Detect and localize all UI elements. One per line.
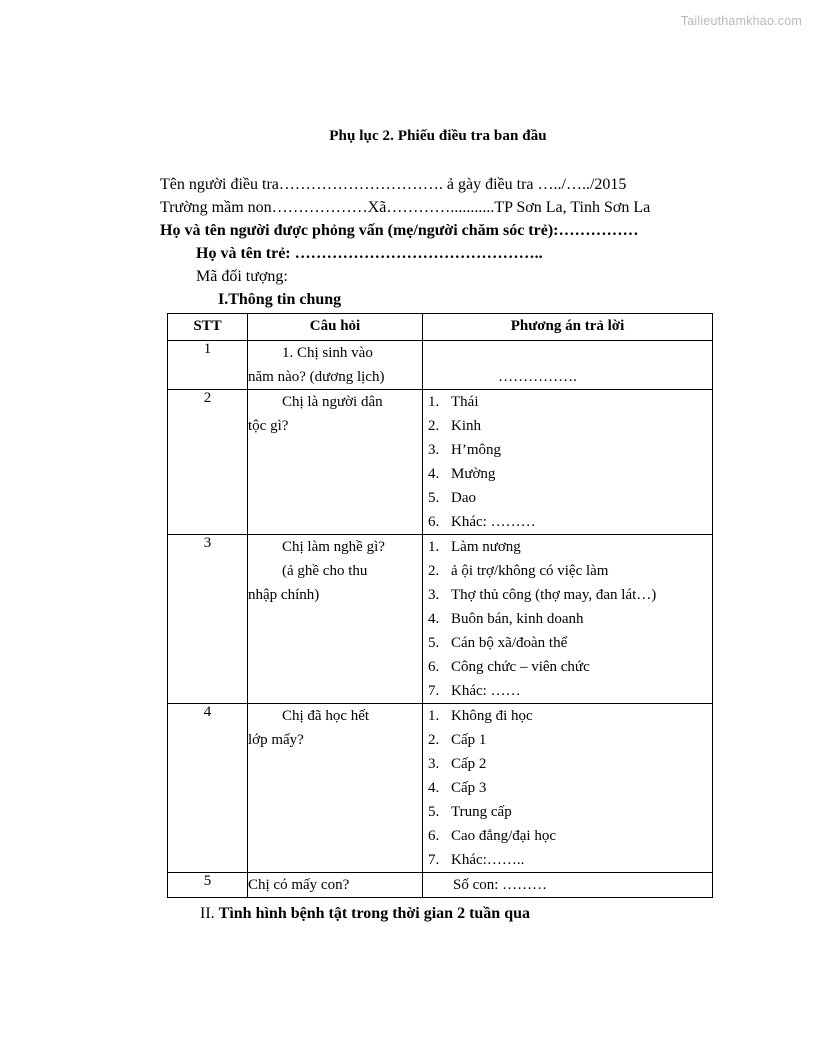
row-number: 1 [168, 341, 248, 390]
answer-option[interactable]: 6. Cao đẳng/đại học [443, 824, 712, 848]
answer-cell [423, 535, 713, 704]
respondent-field-line: Họ và tên người được phỏng vấn (mẹ/người chăm sóc trẻ):…………… [160, 222, 639, 239]
answer-option[interactable]: 6. Khác: ……… [443, 510, 712, 534]
answer-cell [423, 390, 713, 535]
answer-option[interactable]: 2. ả ội trợ/không có việc làm [443, 559, 712, 583]
question-line-3: nhập chính) [248, 587, 320, 603]
section-heading-2 [160, 902, 716, 925]
question-line-2: lớp mấy? [248, 732, 304, 748]
watermark-text: Tailieuthamkhao.com [680, 14, 802, 28]
answer-option[interactable]: 4. Cấp 3 [443, 776, 712, 800]
answer-cell [423, 341, 713, 390]
answer-cell [423, 704, 713, 873]
table-row [168, 341, 713, 390]
answer-option[interactable]: 4. Buôn bán, kinh doanh [443, 607, 712, 631]
question-line-1: Chị làm nghề gì? [282, 539, 385, 555]
survey-table [167, 313, 713, 898]
answer-option[interactable]: 5. Trung cấp [443, 800, 712, 824]
answer-option-list [423, 704, 712, 872]
table-row [168, 704, 713, 873]
document-title: Phụ lục 2. Phiếu điều tra ban đầu [329, 128, 547, 144]
subject-code-field-line: Mã đối tượng: [196, 268, 288, 285]
column-header-answer: Phương án trả lời [423, 314, 713, 341]
answer-blank: ……………. [498, 369, 577, 385]
answer-option[interactable]: 5. Cán bộ xã/đoàn thể [443, 631, 712, 655]
answer-option[interactable]: 2. Cấp 1 [443, 728, 712, 752]
table-row [168, 873, 713, 898]
row-number: 3 [168, 535, 248, 704]
interviewer-field-line: Tên người điều tra…………………………. ả gày điều tra …../…../2015 [160, 176, 627, 193]
table-row [168, 390, 713, 535]
answer-option[interactable]: 3. Cấp 2 [443, 752, 712, 776]
answer-option[interactable]: 7. Khác: …… [443, 679, 712, 703]
answer-option[interactable]: 1. Làm nương [443, 535, 712, 559]
answer-option[interactable]: 3. Thợ thủ công (thợ may, đan lát…) [443, 583, 712, 607]
question-cell [248, 873, 423, 898]
section-heading-1: I.Thông tin chung [218, 291, 342, 308]
child-name-field-line: Họ và tên trẻ: ……………………………………….. [196, 245, 543, 262]
row-number: 5 [168, 873, 248, 898]
answer-option[interactable]: 4. Mường [443, 462, 712, 486]
table-header-row [168, 314, 713, 341]
question-cell [248, 341, 423, 390]
question-cell [248, 535, 423, 704]
question-line-2: tộc gì? [248, 418, 289, 434]
question-cell [248, 704, 423, 873]
answer-option[interactable]: 1. Thái [443, 390, 712, 414]
question-line-1: Chị là người dân [282, 394, 383, 410]
answer-option-list [423, 390, 712, 534]
question-line-2: (ả ghề cho thu [282, 563, 368, 579]
column-header-question: Câu hỏi [248, 314, 423, 341]
school-field-line: Trường mầm non………………Xã…………...........TP Sơn La, Tinh Sơn La [160, 199, 651, 216]
answer-option[interactable]: 2. Kinh [443, 414, 712, 438]
section-2-title: Tình hình bệnh tật trong thời gian 2 tuần qua [218, 905, 530, 922]
answer-option[interactable]: 1. Không đi học [443, 704, 712, 728]
row-number: 4 [168, 704, 248, 873]
row-number: 2 [168, 390, 248, 535]
question-cell [248, 390, 423, 535]
answer-cell [423, 873, 713, 898]
answer-option[interactable]: 3. H’mông [443, 438, 712, 462]
answer-option[interactable]: 7. Khác:…….. [443, 848, 712, 872]
answer-blank: Số con: ……… [453, 877, 548, 893]
question-line-1: Chị đã học hết [282, 708, 370, 724]
question-line-2: năm nào? (dương lịch) [248, 369, 385, 385]
answer-option-list [423, 535, 712, 703]
table-row [168, 535, 713, 704]
answer-option[interactable]: 6. Công chức – viên chức [443, 655, 712, 679]
document-body [160, 128, 716, 925]
section-2-prefix: II. [200, 905, 219, 922]
question-line-1: 1. Chị sinh vào [282, 345, 373, 361]
column-header-stt: STT [168, 314, 248, 341]
question-line-1: Chị có mấy con? [248, 877, 350, 893]
answer-option[interactable]: 5. Dao [443, 486, 712, 510]
